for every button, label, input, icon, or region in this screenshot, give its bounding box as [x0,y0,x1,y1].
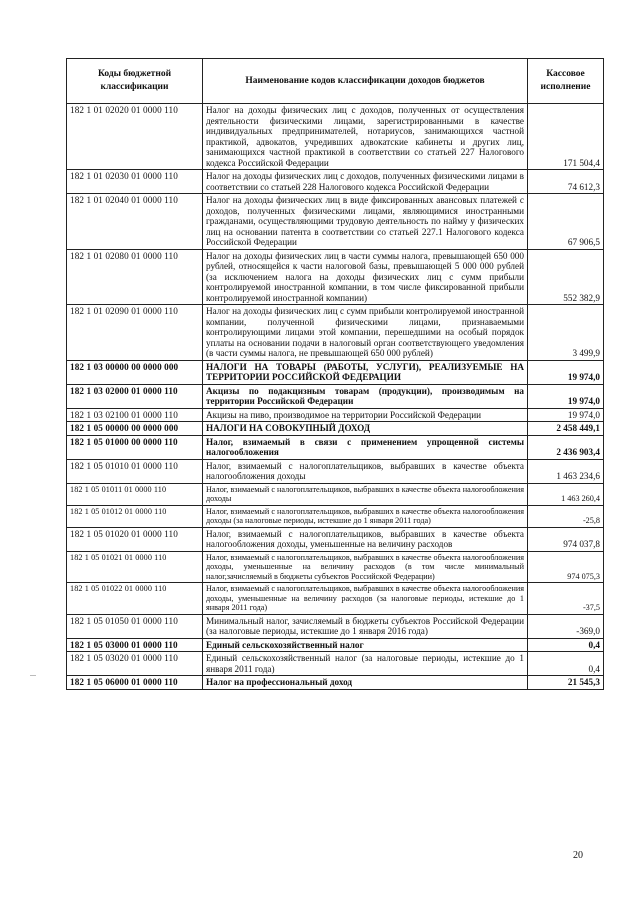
row-name: Акцизы на пиво, производимое на территории Российской Федерации [203,408,528,422]
header-name: Наименование кодов классификации доходов бюджетов [203,59,528,104]
row-amount: 1 463 260,4 [528,483,604,505]
table-row [67,249,604,305]
table-row [67,638,604,652]
row-code: 182 1 05 03020 01 0000 110 [67,652,203,676]
row-name: Налог, взимаемый с налогоплательщиков, выбравших в качестве объекта налогообложения доходы (за налоговые периоды, истекшие до 1 января 2011 года) [203,505,528,527]
row-name: Налог, взимаемый с налогоплательщиков, выбравших в качестве объекта налогообложения доходы [203,483,528,505]
row-amount: 974 075,3 [528,551,604,583]
row-code: 182 1 05 01000 00 0000 110 [67,435,203,459]
row-code: 182 1 05 01021 01 0000 110 [67,551,203,583]
revenue-table-container [66,58,603,690]
table-header-row [67,59,604,104]
row-amount: 3 499,9 [528,305,604,361]
table-row [67,583,604,615]
table-row [67,676,604,690]
row-name: Налог на профессиональный доход [203,676,528,690]
table-row [67,170,604,194]
row-amount: 552 382,9 [528,249,604,305]
row-name: Налог на доходы физических лиц с доходов, полученных физическими лицами в соответствии со статьей 228 Налогового кодекса Российской Федерации [203,170,528,194]
table-row [67,422,604,436]
table-row [67,551,604,583]
row-name: Налог, взимаемый с налогоплательщиков, выбравших в качестве объекта налогообложения доходы [203,459,528,483]
row-code: 182 1 05 03000 01 0000 110 [67,638,203,652]
row-amount: -25,8 [528,505,604,527]
row-amount: 0,4 [528,652,604,676]
table-row [67,194,604,250]
row-code: 182 1 05 06000 01 0000 110 [67,676,203,690]
margin-mark [30,675,36,676]
table-row [67,104,604,170]
table-row [67,408,604,422]
row-name: Налог на доходы физических лиц с сумм прибыли контролируемой иностранной компании, полученной физическими лицами, признаваемыми контролирующими лицами этой компании, перешедшими на особый порядок уплаты на основании подачи в налоговый орган соответствующего уведомления (в части суммы налога, не превышающей 650 000 рублей) [203,305,528,361]
row-amount: 2 458 449,1 [528,422,604,436]
row-code: 182 1 05 01011 01 0000 110 [67,483,203,505]
table-row [67,505,604,527]
row-amount: 19 974,0 [528,408,604,422]
row-code: 182 1 01 02040 01 0000 110 [67,194,203,250]
budget-revenue-table [66,58,604,690]
row-code: 182 1 05 01022 01 0000 110 [67,583,203,615]
row-code: 182 1 05 01050 01 0000 110 [67,614,203,638]
row-name: НАЛОГИ НА ТОВАРЫ (РАБОТЫ, УСЛУГИ), РЕАЛИЗУЕМЫЕ НА ТЕРРИТОРИИ РОССИЙСКОЙ ФЕДЕРАЦИИ [203,360,528,384]
row-code: 182 1 01 02030 01 0000 110 [67,170,203,194]
row-amount: 21 545,3 [528,676,604,690]
row-name: НАЛОГИ НА СОВОКУПНЫЙ ДОХОД [203,422,528,436]
page-number: 20 [573,850,583,861]
row-code: 182 1 03 02100 01 0000 110 [67,408,203,422]
table-row [67,459,604,483]
row-amount: 2 436 903,4 [528,435,604,459]
row-name: Налог, взимаемый с налогоплательщиков, выбравших в качестве объекта налогообложения доходы, уменьшенные на величину расходов (за налоговые периоды, истекшие до 1 января 2011 года) [203,583,528,615]
table-row [67,527,604,551]
row-name: Налог, взимаемый с налогоплательщиков, выбравших в качестве объекта налогообложения доходы, уменьшенные на величину расходов [203,527,528,551]
row-amount: -369,0 [528,614,604,638]
row-name: Налог, взимаемый с налогоплательщиков, выбравших в качестве объекта налогообложения доходы, уменьшенные на величину расходов (в том числе минимальный налог,зачисляемый в бюджеты субъектов Российской Федерации) [203,551,528,583]
row-name: Налог, взимаемый в связи с применением упрощенной системы налогообложения [203,435,528,459]
table-row [67,652,604,676]
row-amount: 1 463 234,6 [528,459,604,483]
row-name: Единый сельскохозяйственный налог (за налоговые периоды, истекшие до 1 января 2011 года) [203,652,528,676]
row-amount: 67 906,5 [528,194,604,250]
row-code: 182 1 05 01012 01 0000 110 [67,505,203,527]
row-amount: -37,5 [528,583,604,615]
row-amount: 74 612,3 [528,170,604,194]
table-row [67,435,604,459]
row-amount: 0,4 [528,638,604,652]
table-row [67,384,604,408]
row-amount: 974 037,8 [528,527,604,551]
row-code: 182 1 03 00000 00 0000 000 [67,360,203,384]
row-amount: 19 974,0 [528,384,604,408]
row-name: Налог на доходы физических лиц с доходов, полученных от осуществления деятельности физическими лицами, зарегистрированными в качестве индивидуальных предпринимателей, нотариусов, занимающихся частной практикой, адвокатов, учредивших адвокатские кабинеты и других лиц, занимающихся частной практикой в соответствии со статьей 227 Налогового кодекса Российской Федерации [203,104,528,170]
row-name: Акцизы по подакцизным товарам (продукции), производимым на территории Российской Федерации [203,384,528,408]
row-code: 182 1 01 02090 01 0000 110 [67,305,203,361]
table-row [67,614,604,638]
table-row [67,483,604,505]
row-name: Единый сельскохозяйственный налог [203,638,528,652]
row-code: 182 1 05 01010 01 0000 110 [67,459,203,483]
row-code: 182 1 05 01020 01 0000 110 [67,527,203,551]
row-name: Налог на доходы физических лиц в виде фиксированных авансовых платежей с доходов, полученных физическими лицами, являющимися иностранными гражданами, осуществляющими трудовую деятельность по найму у физических лиц на основании патента в соответствии со статьей 227.1 Налогового кодекса Российской Федерации [203,194,528,250]
table-row [67,305,604,361]
row-code: 182 1 01 02080 01 0000 110 [67,249,203,305]
row-name: Минимальный налог, зачисляемый в бюджеты субъектов Российской Федерации (за налоговые периоды, истекшие до 1 января 2016 года) [203,614,528,638]
row-code: 182 1 01 02020 01 0000 110 [67,104,203,170]
row-name: Налог на доходы физических лиц в части суммы налога, превышающей 650 000 рублей, относящейся к части налоговой базы, превышающей 5 000 000 рублей (за исключением налога на доходы физических лиц с сумм прибыли контролируемой иностранной компании, в том числе фиксированной прибыли контролируемой иностранной компании) [203,249,528,305]
table-row [67,360,604,384]
row-code: 182 1 05 00000 00 0000 000 [67,422,203,436]
row-code: 182 1 03 02000 01 0000 110 [67,384,203,408]
header-code: Коды бюджетной классификации [67,59,203,104]
row-amount: 19 974,0 [528,360,604,384]
row-amount: 171 504,4 [528,104,604,170]
header-amount: Кассовое исполнение [528,59,604,104]
